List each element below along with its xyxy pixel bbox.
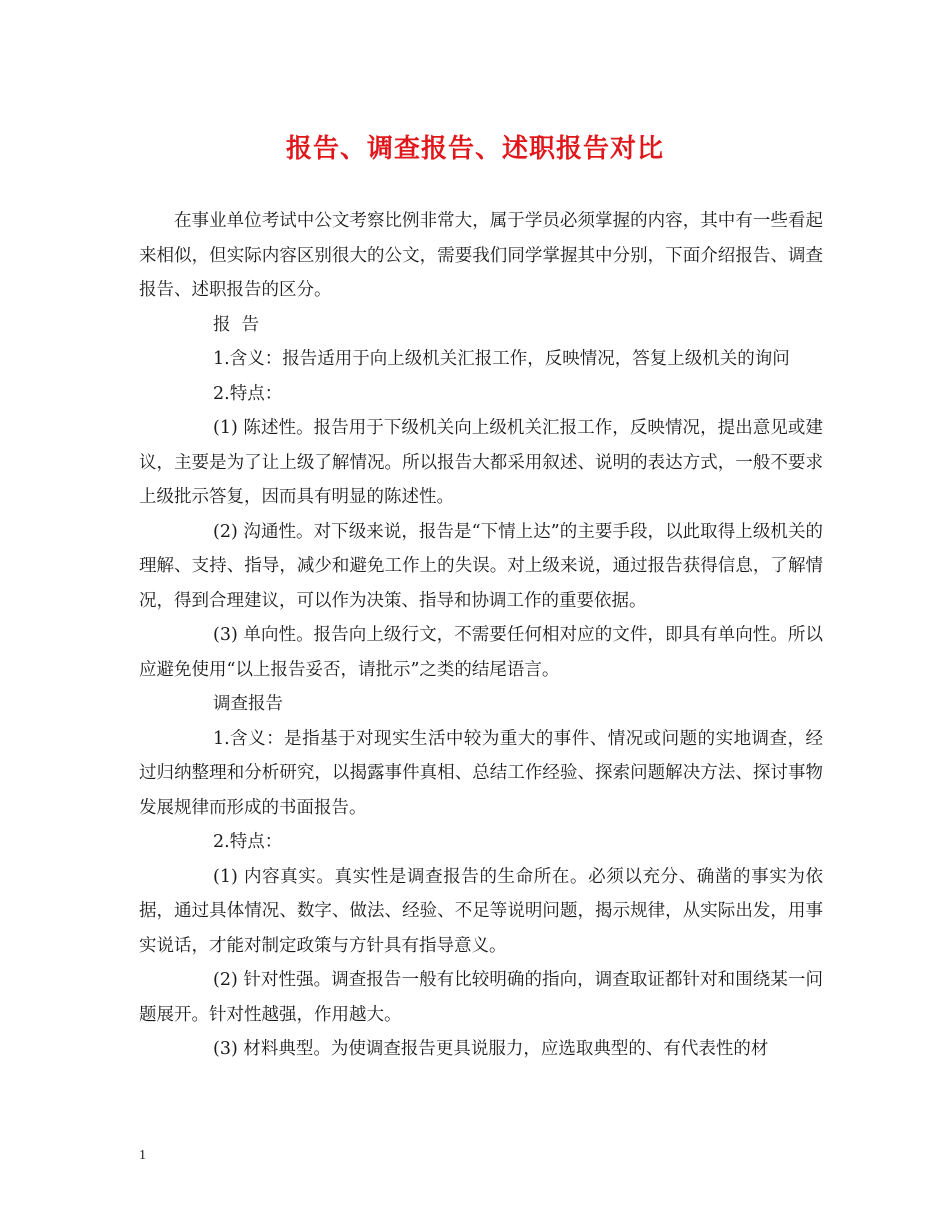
intro-paragraph: 在事业单位考试中公文考察比例非常大，属于学员必须掌握的内容，其中有一些看起来相似，但实际内容区别很大的公文，需要我们同学掌握其中分别，下面介绍报告、调查报告、述职报告的区分。 bbox=[139, 211, 823, 300]
report-definition: 1.含义：报告适用于向上级机关汇报工作，反映情况，答复上级机关的询问 bbox=[213, 349, 790, 369]
survey-report-features-label: 2.特点： bbox=[213, 832, 283, 852]
report-feature-2: (2) 沟通性。对下级来说，报告是“下情上达”的主要手段，以此取得上级机关的理解、支持、指导，减少和避免工作上的失误。对上级来说，通过报告获得信息，了解情况，得到合理建议，可以作为决策、指导和协调工作的重要依据。 bbox=[139, 521, 823, 611]
survey-report-feature-2: (2) 针对性强。调查报告一般有比较明确的指向，调查取证都针对和围绕某一问题展开。针对性越强，作用越大。 bbox=[139, 970, 823, 1025]
document-body bbox=[139, 204, 823, 1067]
section-heading-report: 报 告 bbox=[213, 314, 260, 335]
survey-report-definition: 1.含义：是指基于对现实生活中较为重大的事件、情况或问题的实地调查，经过归纳整理和分析研究，以揭露事件真相、总结工作经验、探索问题解决方法、探讨事物发展规律而形成的书面报告。 bbox=[139, 728, 823, 818]
page-number: 1 bbox=[139, 1148, 146, 1163]
survey-report-feature-3: (3) 材料典型。为使调查报告更具说服力，应选取典型的、有代表性的材 bbox=[213, 1039, 769, 1059]
report-features-label: 2.特点： bbox=[213, 383, 283, 404]
report-feature-1: (1) 陈述性。报告用于下级机关向上级机关汇报工作，反映情况，提出意见或建议，主要是为了让上级了解情况。所以报告大都采用叙述、说明的表达方式，一般不要求上级批示答复，因而具有明显的陈述性。 bbox=[139, 418, 823, 507]
document-title: 报告、调查报告、述职报告对比 bbox=[285, 134, 664, 164]
report-feature-3: (3) 单向性。报告向上级行文，不需要任何相对应的文件，即具有单向性。所以应避免使用“以上报告妥否，请批示”之类的结尾语言。 bbox=[139, 625, 823, 680]
survey-report-feature-1: (1) 内容真实。真实性是调查报告的生命所在。必须以充分、确凿的事实为依据，通过具体情况、数字、做法、经验、不足等说明问题，揭示规律，从实际出发，用事实说话，才能对制定政策与方针具有指导意义。 bbox=[139, 866, 823, 956]
section-heading-survey-report: 调查报告 bbox=[213, 694, 283, 714]
